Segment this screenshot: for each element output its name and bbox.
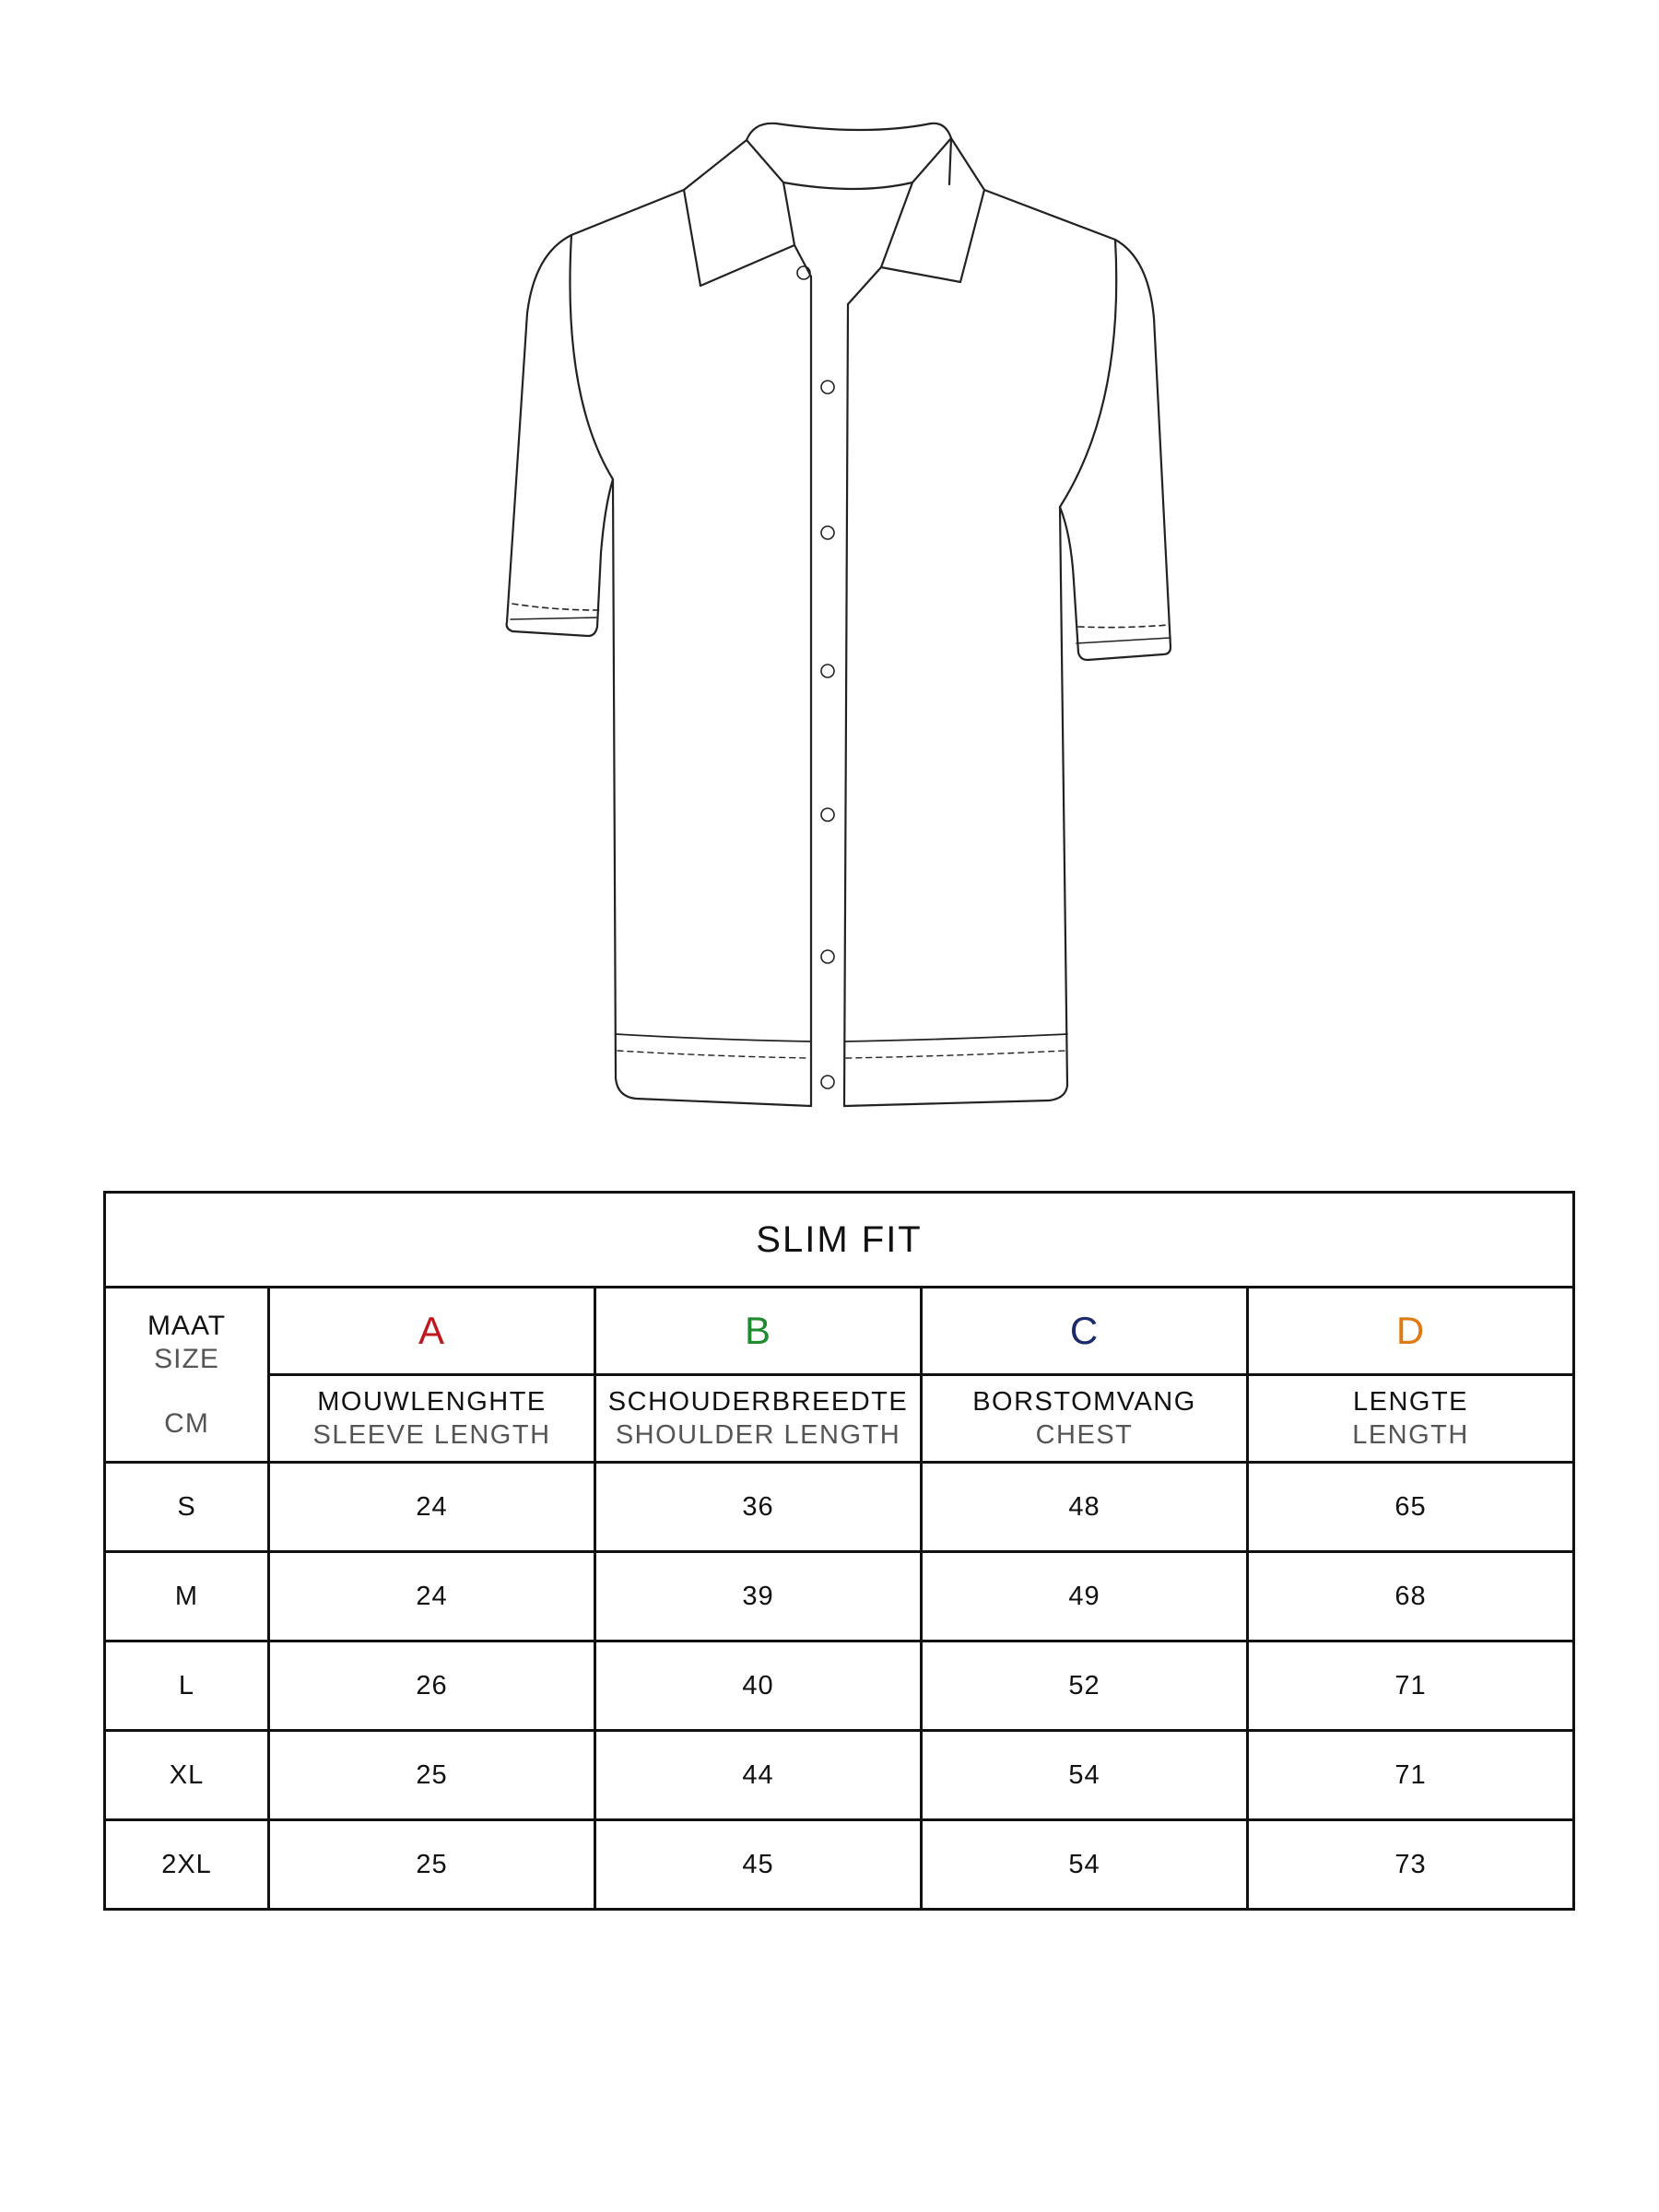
shirt-drawing	[433, 120, 1244, 1124]
table-title-row	[105, 1193, 1574, 1288]
neck-inner	[783, 182, 912, 189]
cell-chest: 54	[922, 1731, 1248, 1820]
body-right-side	[844, 190, 1171, 1106]
button	[821, 381, 834, 394]
body-left-side	[507, 190, 811, 1106]
placket-right	[844, 267, 881, 1106]
cell-length: 65	[1248, 1463, 1574, 1552]
row-size: S	[105, 1463, 269, 1552]
cell-shoulder: 39	[595, 1552, 922, 1641]
column-letter-a: A	[269, 1288, 595, 1375]
table-title: SLIM FIT	[105, 1193, 1574, 1288]
letter-row	[105, 1288, 1574, 1375]
column-label-en: SLEEVE LENGTH	[312, 1420, 551, 1450]
shirt-illustration	[433, 120, 1244, 1124]
collar-left	[684, 140, 794, 286]
hem-band-top	[616, 1034, 1067, 1041]
collar-right	[881, 138, 984, 282]
cell-shoulder: 40	[595, 1641, 922, 1731]
column-label-d	[1248, 1375, 1574, 1463]
table-row	[105, 1463, 1574, 1552]
size-header-maat: MAAT	[147, 1310, 227, 1341]
size-chart-table	[103, 1191, 1575, 1911]
row-size: L	[105, 1641, 269, 1731]
sleeve-seam-left	[570, 235, 613, 479]
button	[821, 526, 834, 539]
label-row	[105, 1375, 1574, 1463]
column-letter-c: C	[922, 1288, 1248, 1375]
cell-chest: 54	[922, 1820, 1248, 1910]
column-label-nl: SCHOUDERBREEDTE	[607, 1387, 909, 1417]
column-label-c	[922, 1375, 1248, 1463]
table-row	[105, 1820, 1574, 1910]
cell-length: 71	[1248, 1641, 1574, 1731]
cell-length: 73	[1248, 1820, 1574, 1910]
size-header-cell	[105, 1288, 269, 1463]
column-label-b	[595, 1375, 922, 1463]
column-letter-b: B	[595, 1288, 922, 1375]
hem-stitch	[618, 1051, 1065, 1058]
cuff-edge-right	[1077, 638, 1171, 643]
table-row	[105, 1731, 1574, 1820]
cell-sleeve: 25	[269, 1731, 595, 1820]
button	[821, 1076, 834, 1088]
cell-chest: 52	[922, 1641, 1248, 1731]
button-group	[797, 266, 834, 1088]
sleeve-seam-right	[1060, 240, 1116, 507]
cuff-stitch-left	[512, 604, 599, 610]
cell-shoulder: 45	[595, 1820, 922, 1910]
cell-shoulder: 36	[595, 1463, 922, 1552]
size-header-unit: CM	[164, 1407, 209, 1439]
cell-shoulder: 44	[595, 1731, 922, 1820]
placket-left	[794, 245, 811, 1106]
column-letter-d: D	[1248, 1288, 1574, 1375]
column-label-en: CHEST	[1035, 1420, 1134, 1450]
table-row	[105, 1552, 1574, 1641]
cell-sleeve: 24	[269, 1463, 595, 1552]
column-label-a	[269, 1375, 595, 1463]
column-label-nl: MOUWLENGHTE	[317, 1387, 547, 1417]
row-size: 2XL	[105, 1820, 269, 1910]
cuff-stitch-right	[1078, 625, 1169, 628]
button	[821, 665, 834, 677]
cell-chest: 49	[922, 1552, 1248, 1641]
cell-sleeve: 26	[269, 1641, 595, 1731]
cell-length: 71	[1248, 1731, 1574, 1820]
column-label-en: SHOULDER LENGTH	[615, 1420, 901, 1450]
column-label-en: LENGTH	[1352, 1420, 1469, 1450]
size-header-size: SIZE	[154, 1343, 219, 1374]
cell-sleeve: 25	[269, 1820, 595, 1910]
button	[821, 950, 834, 963]
row-size: XL	[105, 1731, 269, 1820]
cell-chest: 48	[922, 1463, 1248, 1552]
column-label-nl: BORSTOMVANG	[972, 1387, 1196, 1417]
cell-length: 68	[1248, 1552, 1574, 1641]
cuff-edge-left	[511, 618, 597, 619]
row-size: M	[105, 1552, 269, 1641]
table-row	[105, 1641, 1574, 1731]
column-label-nl: LENGTE	[1352, 1387, 1469, 1417]
cell-sleeve: 24	[269, 1552, 595, 1641]
button	[821, 808, 834, 821]
